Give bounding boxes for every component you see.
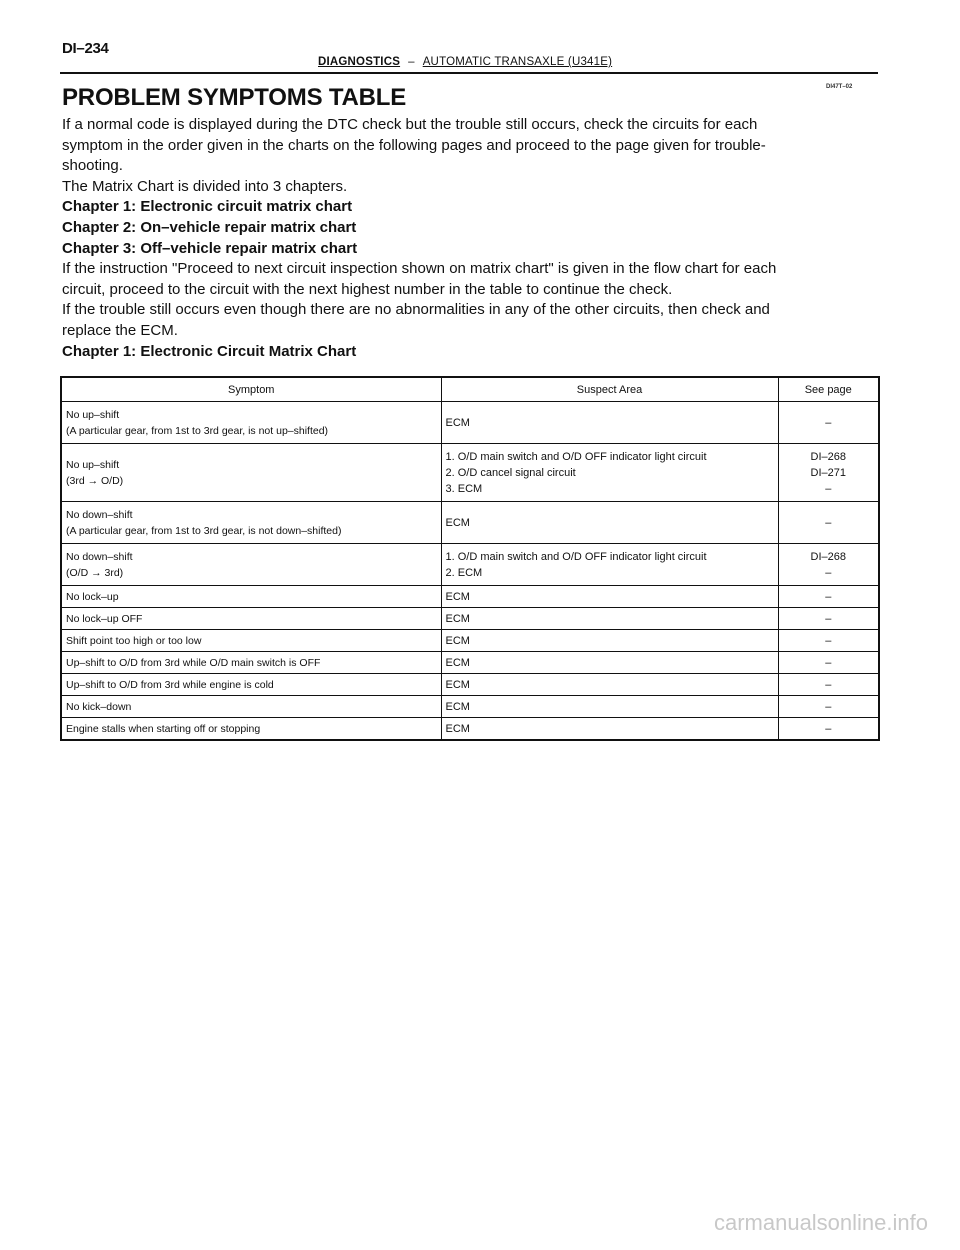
- section-header: [318, 56, 612, 68]
- subsection-title: AUTOMATIC TRANSAXLE (U341E): [422, 56, 613, 68]
- symptom-cell: [61, 718, 441, 741]
- symptom-cell-line: No lock–up OFF: [66, 612, 143, 625]
- intro-line: If the trouble still occurs even though there are no abnormalities in any of the other circuits, then check and: [62, 301, 770, 319]
- suspect-area-cell: [441, 674, 778, 696]
- see-page-cell-line: –: [825, 482, 832, 495]
- symptom-cell-line: No up–shift: [66, 458, 120, 471]
- intro-line: shooting.: [62, 157, 123, 175]
- suspect-area-cell: [441, 544, 778, 586]
- suspect-area-cell-line: 1. O/D main switch and O/D OFF indicator light circuit: [445, 450, 707, 463]
- chapter-1-label: Chapter 1: Electronic circuit matrix chart: [62, 198, 353, 216]
- suspect-area-cell: [441, 652, 778, 674]
- see-page-cell-line: –: [825, 416, 832, 429]
- watermark: carmanualsonline.info: [713, 1210, 928, 1235]
- table-row: [61, 696, 879, 718]
- intro-line: circuit, proceed to the circuit with the next highest number in the table to continue the check.: [62, 280, 673, 298]
- suspect-area-cell-line: 3. ECM: [445, 482, 483, 495]
- table-row: [61, 718, 879, 741]
- suspect-area-cell: [441, 402, 778, 444]
- header-rule: [60, 72, 878, 74]
- see-page-cell-line: DI–268: [810, 450, 846, 463]
- symptom-cell-line: No down–shift: [66, 508, 133, 521]
- chapter-3-label: Chapter 3: Off–vehicle repair matrix chart: [62, 239, 358, 257]
- symptom-cell-line: (O/D → 3rd): [66, 566, 124, 579]
- see-page-cell: [778, 544, 879, 586]
- suspect-area-cell-line: ECM: [445, 590, 470, 603]
- symptom-cell-line: (A particular gear, from 1st to 3rd gear, is not up–shifted): [66, 424, 329, 437]
- see-page-cell-line: –: [825, 566, 832, 579]
- table-row: [61, 674, 879, 696]
- suspect-area-cell: [441, 718, 778, 741]
- chapter-2-label: Chapter 2: On–vehicle repair matrix chart: [62, 218, 357, 236]
- symptom-cell: [61, 502, 441, 544]
- symptom-cell-line: Engine stalls when starting off or stopping: [66, 722, 261, 735]
- symptom-column-header: Symptom: [61, 377, 441, 402]
- intro-line: replace the ECM.: [62, 321, 178, 339]
- see-page-cell: [778, 402, 879, 444]
- page-number: DI–234: [62, 40, 109, 57]
- symptom-cell-line: No up–shift: [66, 408, 120, 421]
- symptom-cell-line: No kick–down: [66, 700, 132, 713]
- suspect-area-cell-line: ECM: [445, 416, 470, 429]
- see-page-cell: [778, 652, 879, 674]
- symptom-cell-line: (A particular gear, from 1st to 3rd gear, is not down–shifted): [66, 524, 342, 537]
- see-page-cell-line: DI–268: [810, 550, 846, 563]
- suspect-area-cell-line: ECM: [445, 634, 470, 647]
- see-page-cell-line: –: [825, 700, 832, 713]
- suspect-area-cell: [441, 696, 778, 718]
- symptom-cell-line: Shift point too high or too low: [66, 634, 202, 647]
- table-row: [61, 630, 879, 652]
- see-page-cell-line: –: [825, 516, 832, 529]
- table-row: [61, 586, 879, 608]
- section-separator: –: [408, 56, 415, 68]
- symptom-cell: [61, 674, 441, 696]
- table-row: [61, 444, 879, 502]
- intro-line: If a normal code is displayed during the DTC check but the trouble still occurs, check the circuits for each: [62, 116, 758, 133]
- see-page-cell-line: –: [825, 678, 832, 691]
- suspect-area-cell: [441, 444, 778, 502]
- table-row: [61, 652, 879, 674]
- symptom-cell-line: Up–shift to O/D from 3rd while O/D main switch is OFF: [66, 656, 321, 669]
- see-page-cell-line: –: [825, 634, 832, 647]
- intro-text: [62, 115, 892, 362]
- see-page-cell-line: –: [825, 656, 832, 669]
- see-page-cell: [778, 630, 879, 652]
- symptom-cell-line: (3rd → O/D): [66, 474, 124, 487]
- table-row: [61, 544, 879, 586]
- suspect-area-cell: [441, 630, 778, 652]
- symptom-cell: [61, 608, 441, 630]
- suspect-area-cell-line: 1. O/D main switch and O/D OFF indicator light circuit: [445, 550, 707, 563]
- suspect-area-cell-line: ECM: [445, 612, 470, 625]
- page-title: PROBLEM SYMPTOMS TABLE: [62, 84, 407, 111]
- table-header-row: [61, 377, 879, 402]
- symptom-cell: [61, 652, 441, 674]
- symptom-cell: [61, 544, 441, 586]
- suspect-area-cell: [441, 608, 778, 630]
- suspect-area-cell-line: ECM: [445, 722, 470, 735]
- suspect-area-cell: [441, 502, 778, 544]
- symptom-matrix-table: [60, 376, 880, 741]
- intro-line: The Matrix Chart is divided into 3 chapters.: [62, 177, 348, 195]
- symptom-cell: [61, 444, 441, 502]
- suspect-area-cell-line: 2. O/D cancel signal circuit: [445, 466, 576, 479]
- suspect-area-cell-line: ECM: [445, 656, 470, 669]
- intro-line: symptom in the order given in the charts on the following pages and proceed to the page given for trouble-: [62, 136, 766, 154]
- document-id: DI47T–02: [826, 84, 853, 90]
- suspect-area-cell-line: ECM: [445, 516, 470, 529]
- see-page-cell: [778, 502, 879, 544]
- suspect-area-column-header: Suspect Area: [441, 377, 778, 402]
- table-row: [61, 402, 879, 444]
- see-page-cell-line: –: [825, 722, 832, 735]
- see-page-cell: [778, 608, 879, 630]
- symptom-cell-line: Up–shift to O/D from 3rd while engine is cold: [66, 678, 274, 691]
- symptom-cell: [61, 586, 441, 608]
- see-page-cell: [778, 696, 879, 718]
- symptom-cell: [61, 630, 441, 652]
- table-body: [61, 402, 879, 741]
- symptom-cell-line: No lock–up: [66, 590, 119, 603]
- see-page-cell-line: DI–271: [810, 466, 846, 479]
- table-row: [61, 502, 879, 544]
- see-page-cell: [778, 674, 879, 696]
- see-page-cell-line: –: [825, 612, 832, 625]
- see-page-cell: [778, 718, 879, 741]
- see-page-cell: [778, 586, 879, 608]
- see-page-cell-line: –: [825, 590, 832, 603]
- intro-line: If the instruction "Proceed to next circuit inspection shown on matrix chart" is given in the flow chart for each: [62, 260, 777, 278]
- symptom-cell: [61, 402, 441, 444]
- suspect-area-cell-line: ECM: [445, 700, 470, 713]
- symptom-cell-line: No down–shift: [66, 550, 133, 563]
- see-page-column-header: See page: [778, 377, 879, 402]
- suspect-area-cell-line: ECM: [445, 678, 470, 691]
- section-title: DIAGNOSTICS: [318, 56, 401, 68]
- table-row: [61, 608, 879, 630]
- see-page-cell: [778, 444, 879, 502]
- symptom-cell: [61, 696, 441, 718]
- suspect-area-cell-line: 2. ECM: [445, 566, 483, 579]
- suspect-area-cell: [441, 586, 778, 608]
- chart-heading: Chapter 1: Electronic Circuit Matrix Chart: [62, 342, 357, 360]
